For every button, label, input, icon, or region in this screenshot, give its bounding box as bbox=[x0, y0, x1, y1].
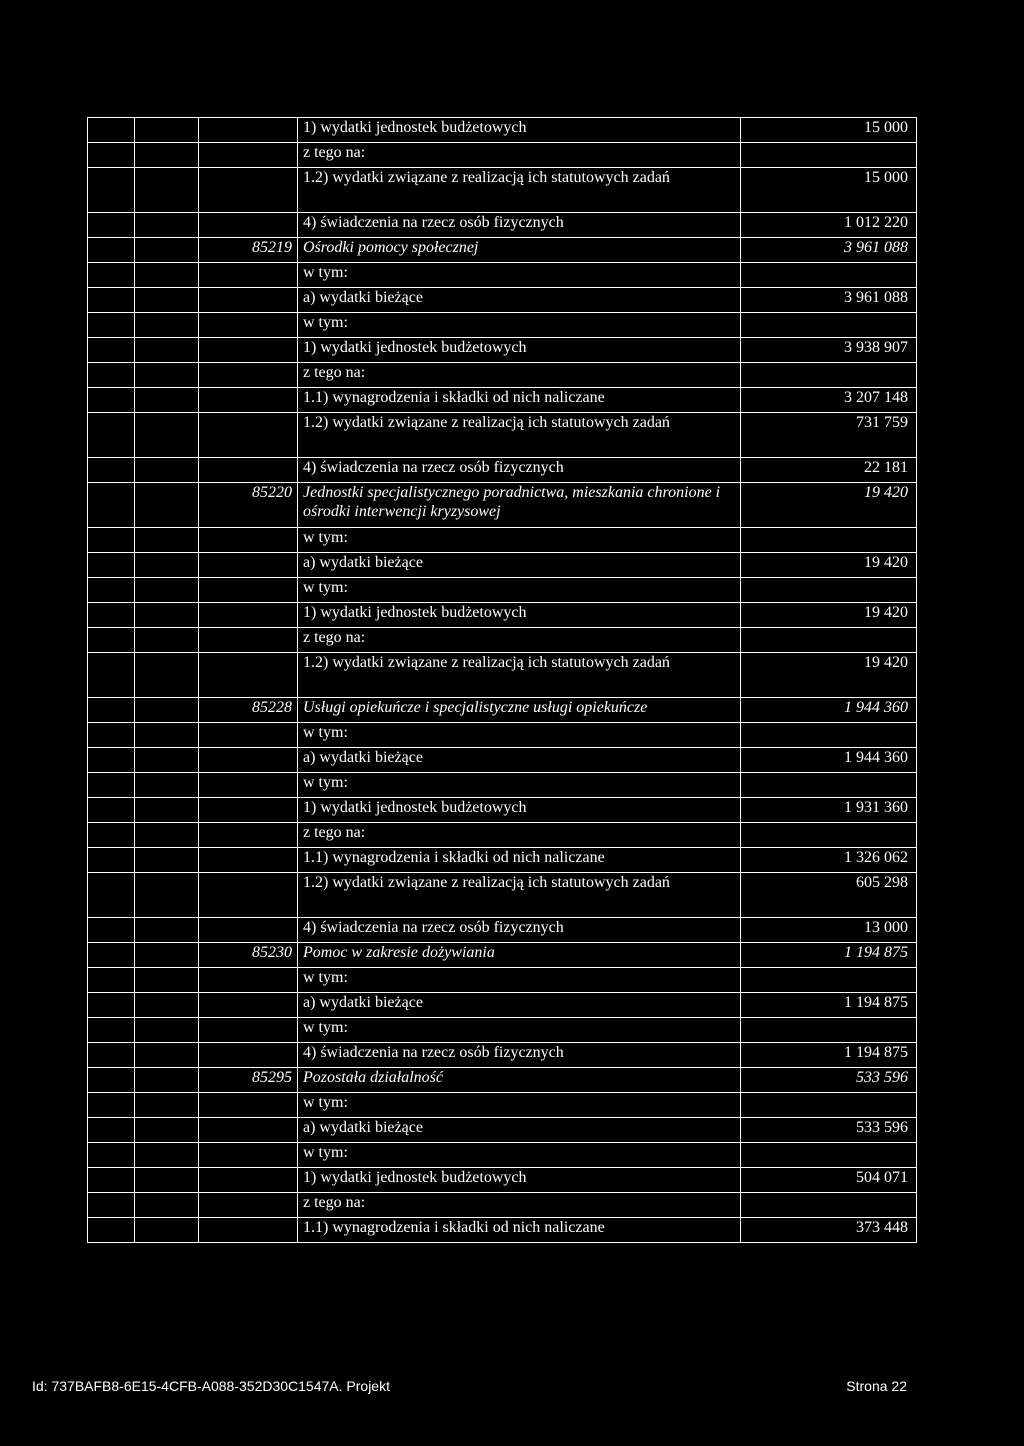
description-cell: 1.2) wydatki związane z realizacją ich statutowych zadań bbox=[298, 413, 741, 458]
description-cell: Pozostała działalność bbox=[298, 1068, 741, 1093]
section-cell bbox=[88, 1193, 135, 1218]
chapter-cell bbox=[135, 528, 199, 553]
table-row bbox=[88, 363, 917, 388]
amount-cell: 1 944 360 bbox=[741, 698, 917, 723]
description-cell: a) wydatki bieżące bbox=[298, 1118, 741, 1143]
amount-cell: 1 194 875 bbox=[741, 993, 917, 1018]
description-cell: w tym: bbox=[298, 1143, 741, 1168]
paragraph-code-cell bbox=[199, 338, 298, 363]
table-row bbox=[88, 388, 917, 413]
description-cell: w tym: bbox=[298, 773, 741, 798]
paragraph-code-cell bbox=[199, 1193, 298, 1218]
chapter-cell bbox=[135, 363, 199, 388]
description-cell: a) wydatki bieżące bbox=[298, 993, 741, 1018]
footer-document-id: Id: 737BAFB8-6E15-4CFB-A088-352D30C1547A. Projekt bbox=[32, 1378, 390, 1394]
paragraph-code-cell bbox=[199, 1018, 298, 1043]
paragraph-code-cell bbox=[199, 848, 298, 873]
amount-cell: 3 961 088 bbox=[741, 238, 917, 263]
section-cell bbox=[88, 118, 135, 143]
chapter-cell bbox=[135, 798, 199, 823]
budget-table bbox=[87, 117, 917, 1243]
chapter-cell bbox=[135, 773, 199, 798]
section-cell bbox=[88, 288, 135, 313]
description-cell: 1) wydatki jednostek budżetowych bbox=[298, 338, 741, 363]
chapter-cell bbox=[135, 263, 199, 288]
chapter-cell bbox=[135, 483, 199, 528]
table-row bbox=[88, 1118, 917, 1143]
description-cell: w tym: bbox=[298, 968, 741, 993]
amount-cell: 533 596 bbox=[741, 1118, 917, 1143]
paragraph-code-cell bbox=[199, 213, 298, 238]
section-row bbox=[88, 238, 917, 263]
chapter-cell bbox=[135, 1043, 199, 1068]
amount-cell: 15 000 bbox=[741, 168, 917, 213]
paragraph-code-cell bbox=[199, 873, 298, 918]
amount-cell: 19 420 bbox=[741, 653, 917, 698]
amount-cell bbox=[741, 363, 917, 388]
amount-cell bbox=[741, 1093, 917, 1118]
description-cell: 4) świadczenia na rzecz osób fizycznych bbox=[298, 458, 741, 483]
amount-cell: 1 194 875 bbox=[741, 1043, 917, 1068]
chapter-cell bbox=[135, 118, 199, 143]
paragraph-code-cell: 85230 bbox=[199, 943, 298, 968]
paragraph-code-cell bbox=[199, 628, 298, 653]
table-row bbox=[88, 1168, 917, 1193]
section-cell bbox=[88, 698, 135, 723]
section-cell bbox=[88, 388, 135, 413]
paragraph-code-cell bbox=[199, 458, 298, 483]
chapter-cell bbox=[135, 338, 199, 363]
chapter-cell bbox=[135, 848, 199, 873]
description-cell: Usługi opiekuńcze i specjalistyczne usługi opiekuńcze bbox=[298, 698, 741, 723]
amount-cell: 22 181 bbox=[741, 458, 917, 483]
table-body bbox=[88, 118, 917, 1243]
paragraph-code-cell bbox=[199, 773, 298, 798]
table-row bbox=[88, 993, 917, 1018]
table-row bbox=[88, 1093, 917, 1118]
section-cell bbox=[88, 363, 135, 388]
chapter-cell bbox=[135, 943, 199, 968]
table-row bbox=[88, 528, 917, 553]
section-cell bbox=[88, 1068, 135, 1093]
table-row bbox=[88, 168, 917, 213]
table-row bbox=[88, 968, 917, 993]
amount-cell bbox=[741, 1193, 917, 1218]
chapter-cell bbox=[135, 1143, 199, 1168]
section-cell bbox=[88, 723, 135, 748]
description-cell: w tym: bbox=[298, 723, 741, 748]
section-cell bbox=[88, 578, 135, 603]
paragraph-code-cell bbox=[199, 168, 298, 213]
section-cell bbox=[88, 918, 135, 943]
section-cell bbox=[88, 798, 135, 823]
description-cell: 4) świadczenia na rzecz osób fizycznych bbox=[298, 213, 741, 238]
amount-cell bbox=[741, 723, 917, 748]
description-cell: 1) wydatki jednostek budżetowych bbox=[298, 603, 741, 628]
amount-cell bbox=[741, 628, 917, 653]
section-cell bbox=[88, 628, 135, 653]
amount-cell: 19 420 bbox=[741, 483, 917, 528]
paragraph-code-cell bbox=[199, 363, 298, 388]
section-cell bbox=[88, 143, 135, 168]
chapter-cell bbox=[135, 1193, 199, 1218]
section-cell bbox=[88, 1218, 135, 1243]
section-row bbox=[88, 698, 917, 723]
chapter-cell bbox=[135, 603, 199, 628]
section-cell bbox=[88, 823, 135, 848]
amount-cell: 19 420 bbox=[741, 553, 917, 578]
description-cell: z tego na: bbox=[298, 363, 741, 388]
description-cell: 1.2) wydatki związane z realizacją ich statutowych zadań bbox=[298, 873, 741, 918]
description-cell: z tego na: bbox=[298, 823, 741, 848]
paragraph-code-cell bbox=[199, 968, 298, 993]
table-row bbox=[88, 873, 917, 918]
section-cell bbox=[88, 338, 135, 363]
paragraph-code-cell bbox=[199, 553, 298, 578]
description-cell: w tym: bbox=[298, 313, 741, 338]
table-row bbox=[88, 1193, 917, 1218]
section-cell bbox=[88, 1043, 135, 1068]
amount-cell: 533 596 bbox=[741, 1068, 917, 1093]
table-row bbox=[88, 1143, 917, 1168]
table-row bbox=[88, 578, 917, 603]
paragraph-code-cell bbox=[199, 578, 298, 603]
table-row bbox=[88, 628, 917, 653]
chapter-cell bbox=[135, 1018, 199, 1043]
table-row bbox=[88, 263, 917, 288]
table-row bbox=[88, 848, 917, 873]
description-cell: Jednostki specjalistycznego poradnictwa, mieszkania chronione i ośrodki interwencji kryzysowej bbox=[298, 483, 741, 528]
table-row bbox=[88, 603, 917, 628]
amount-cell: 504 071 bbox=[741, 1168, 917, 1193]
amount-cell bbox=[741, 528, 917, 553]
description-cell: a) wydatki bieżące bbox=[298, 553, 741, 578]
table-row bbox=[88, 798, 917, 823]
paragraph-code-cell bbox=[199, 993, 298, 1018]
chapter-cell bbox=[135, 918, 199, 943]
amount-cell: 731 759 bbox=[741, 413, 917, 458]
paragraph-code-cell bbox=[199, 1043, 298, 1068]
section-cell bbox=[88, 968, 135, 993]
section-row bbox=[88, 1068, 917, 1093]
paragraph-code-cell bbox=[199, 823, 298, 848]
table-row bbox=[88, 213, 917, 238]
paragraph-code-cell: 85228 bbox=[199, 698, 298, 723]
section-cell bbox=[88, 1018, 135, 1043]
chapter-cell bbox=[135, 698, 199, 723]
description-cell: 1) wydatki jednostek budżetowych bbox=[298, 1168, 741, 1193]
description-cell: w tym: bbox=[298, 1093, 741, 1118]
chapter-cell bbox=[135, 823, 199, 848]
chapter-cell bbox=[135, 143, 199, 168]
paragraph-code-cell bbox=[199, 1093, 298, 1118]
section-cell bbox=[88, 653, 135, 698]
amount-cell bbox=[741, 968, 917, 993]
paragraph-code-cell bbox=[199, 143, 298, 168]
chapter-cell bbox=[135, 413, 199, 458]
section-cell bbox=[88, 553, 135, 578]
section-cell bbox=[88, 773, 135, 798]
table-row bbox=[88, 313, 917, 338]
description-cell: w tym: bbox=[298, 1018, 741, 1043]
table-row bbox=[88, 338, 917, 363]
chapter-cell bbox=[135, 388, 199, 413]
amount-cell: 1 012 220 bbox=[741, 213, 917, 238]
table-row bbox=[88, 1218, 917, 1243]
amount-cell: 605 298 bbox=[741, 873, 917, 918]
amount-cell bbox=[741, 1143, 917, 1168]
chapter-cell bbox=[135, 313, 199, 338]
chapter-cell bbox=[135, 993, 199, 1018]
table-row bbox=[88, 553, 917, 578]
description-cell: Pomoc w zakresie dożywiania bbox=[298, 943, 741, 968]
amount-cell: 3 938 907 bbox=[741, 338, 917, 363]
chapter-cell bbox=[135, 628, 199, 653]
chapter-cell bbox=[135, 968, 199, 993]
description-cell: 1.2) wydatki związane z realizacją ich statutowych zadań bbox=[298, 168, 741, 213]
section-cell bbox=[88, 993, 135, 1018]
description-cell: z tego na: bbox=[298, 1193, 741, 1218]
paragraph-code-cell bbox=[199, 1218, 298, 1243]
table-row bbox=[88, 723, 917, 748]
description-cell: 1.1) wynagrodzenia i składki od nich naliczane bbox=[298, 388, 741, 413]
chapter-cell bbox=[135, 653, 199, 698]
paragraph-code-cell bbox=[199, 1118, 298, 1143]
paragraph-code-cell bbox=[199, 603, 298, 628]
table-row bbox=[88, 288, 917, 313]
description-cell: 1.1) wynagrodzenia i składki od nich naliczane bbox=[298, 1218, 741, 1243]
paragraph-code-cell bbox=[199, 263, 298, 288]
amount-cell bbox=[741, 313, 917, 338]
chapter-cell bbox=[135, 578, 199, 603]
amount-cell: 1 326 062 bbox=[741, 848, 917, 873]
description-cell: 1.1) wynagrodzenia i składki od nich naliczane bbox=[298, 848, 741, 873]
section-cell bbox=[88, 1093, 135, 1118]
description-cell: 1) wydatki jednostek budżetowych bbox=[298, 798, 741, 823]
table-row bbox=[88, 918, 917, 943]
amount-cell: 19 420 bbox=[741, 603, 917, 628]
chapter-cell bbox=[135, 1218, 199, 1243]
chapter-cell bbox=[135, 1068, 199, 1093]
description-cell: Ośrodki pomocy społecznej bbox=[298, 238, 741, 263]
section-cell bbox=[88, 238, 135, 263]
chapter-cell bbox=[135, 553, 199, 578]
chapter-cell bbox=[135, 723, 199, 748]
amount-cell bbox=[741, 1018, 917, 1043]
amount-cell bbox=[741, 773, 917, 798]
paragraph-code-cell bbox=[199, 798, 298, 823]
paragraph-code-cell bbox=[199, 918, 298, 943]
amount-cell: 373 448 bbox=[741, 1218, 917, 1243]
section-cell bbox=[88, 943, 135, 968]
amount-cell bbox=[741, 823, 917, 848]
chapter-cell bbox=[135, 1093, 199, 1118]
chapter-cell bbox=[135, 1118, 199, 1143]
paragraph-code-cell: 85295 bbox=[199, 1068, 298, 1093]
description-cell: 4) świadczenia na rzecz osób fizycznych bbox=[298, 918, 741, 943]
amount-cell: 3 961 088 bbox=[741, 288, 917, 313]
paragraph-code-cell bbox=[199, 388, 298, 413]
description-cell: a) wydatki bieżące bbox=[298, 748, 741, 773]
section-cell bbox=[88, 848, 135, 873]
amount-cell: 15 000 bbox=[741, 118, 917, 143]
description-cell: a) wydatki bieżące bbox=[298, 288, 741, 313]
section-cell bbox=[88, 168, 135, 213]
section-row bbox=[88, 943, 917, 968]
amount-cell: 1 194 875 bbox=[741, 943, 917, 968]
table-row bbox=[88, 1043, 917, 1068]
table-row bbox=[88, 143, 917, 168]
section-cell bbox=[88, 483, 135, 528]
description-cell: w tym: bbox=[298, 263, 741, 288]
amount-cell: 1 944 360 bbox=[741, 748, 917, 773]
description-cell: 1) wydatki jednostek budżetowych bbox=[298, 118, 741, 143]
chapter-cell bbox=[135, 458, 199, 483]
table-row bbox=[88, 458, 917, 483]
table-row bbox=[88, 773, 917, 798]
paragraph-code-cell bbox=[199, 528, 298, 553]
section-cell bbox=[88, 263, 135, 288]
paragraph-code-cell bbox=[199, 723, 298, 748]
description-cell: 4) świadczenia na rzecz osób fizycznych bbox=[298, 1043, 741, 1068]
chapter-cell bbox=[135, 1168, 199, 1193]
paragraph-code-cell bbox=[199, 118, 298, 143]
footer-page-number: Strona 22 bbox=[846, 1378, 907, 1394]
description-cell: z tego na: bbox=[298, 628, 741, 653]
section-cell bbox=[88, 313, 135, 338]
section-cell bbox=[88, 458, 135, 483]
section-cell bbox=[88, 1118, 135, 1143]
chapter-cell bbox=[135, 213, 199, 238]
section-cell bbox=[88, 748, 135, 773]
paragraph-code-cell: 85219 bbox=[199, 238, 298, 263]
section-cell bbox=[88, 213, 135, 238]
table-row bbox=[88, 413, 917, 458]
paragraph-code-cell bbox=[199, 1168, 298, 1193]
description-cell: w tym: bbox=[298, 578, 741, 603]
section-cell bbox=[88, 603, 135, 628]
table-row bbox=[88, 118, 917, 143]
paragraph-code-cell bbox=[199, 313, 298, 338]
amount-cell bbox=[741, 143, 917, 168]
amount-cell bbox=[741, 263, 917, 288]
paragraph-code-cell bbox=[199, 413, 298, 458]
paragraph-code-cell bbox=[199, 1143, 298, 1168]
section-cell bbox=[88, 528, 135, 553]
paragraph-code-cell bbox=[199, 748, 298, 773]
amount-cell: 3 207 148 bbox=[741, 388, 917, 413]
section-cell bbox=[88, 1143, 135, 1168]
description-cell: 1.2) wydatki związane z realizacją ich statutowych zadań bbox=[298, 653, 741, 698]
chapter-cell bbox=[135, 873, 199, 918]
section-row bbox=[88, 483, 917, 528]
paragraph-code-cell bbox=[199, 288, 298, 313]
paragraph-code-cell bbox=[199, 653, 298, 698]
table-row bbox=[88, 653, 917, 698]
chapter-cell bbox=[135, 168, 199, 213]
amount-cell: 13 000 bbox=[741, 918, 917, 943]
chapter-cell bbox=[135, 238, 199, 263]
section-cell bbox=[88, 413, 135, 458]
table-row bbox=[88, 748, 917, 773]
description-cell: z tego na: bbox=[298, 143, 741, 168]
section-cell bbox=[88, 873, 135, 918]
chapter-cell bbox=[135, 748, 199, 773]
paragraph-code-cell: 85220 bbox=[199, 483, 298, 528]
table-row bbox=[88, 1018, 917, 1043]
description-cell: w tym: bbox=[298, 528, 741, 553]
amount-cell bbox=[741, 578, 917, 603]
table-row bbox=[88, 823, 917, 848]
section-cell bbox=[88, 1168, 135, 1193]
chapter-cell bbox=[135, 288, 199, 313]
amount-cell: 1 931 360 bbox=[741, 798, 917, 823]
